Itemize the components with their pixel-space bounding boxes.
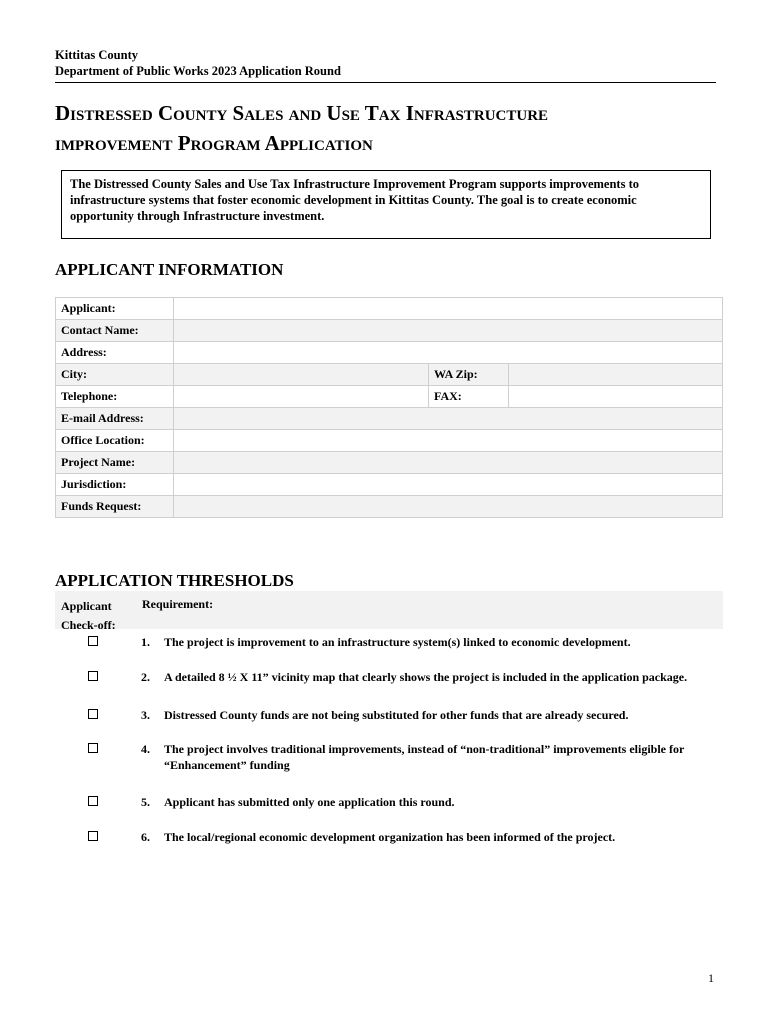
city-label: City: (56, 364, 174, 386)
office-location-row (56, 430, 723, 452)
applicant-row (56, 298, 723, 320)
title-line-2: improvement Program Application (55, 131, 373, 155)
requirement-text: A detailed 8 ½ X 11” vicinity map that clearly shows the project is included in the application package. (164, 670, 688, 684)
checkbox-requirement-3[interactable] (88, 709, 98, 719)
requirement-text: The local/regional economic development organization has been informed of the project. (164, 830, 616, 844)
requirement-number: 2. (141, 670, 150, 684)
checkbox-requirement-2[interactable] (88, 671, 98, 681)
county-name: Kittitas County (55, 48, 138, 62)
applicant-info-table (55, 297, 723, 518)
contact-name-field[interactable] (174, 320, 723, 342)
contact-name-row (56, 320, 723, 342)
project-name-row (56, 452, 723, 474)
header-rule (55, 82, 716, 83)
funds-request-field[interactable] (174, 496, 723, 518)
office-location-field[interactable] (174, 430, 723, 452)
city-field[interactable] (174, 364, 429, 386)
city-row (56, 364, 723, 386)
project-name-label: Project Name: (56, 452, 174, 474)
email-field[interactable] (174, 408, 723, 430)
requirement-column-header: Requirement: (142, 597, 214, 611)
requirement-text: Applicant has submitted only one application this round. (164, 795, 455, 809)
funds-request-label: Funds Request: (56, 496, 174, 518)
requirement-number: 1. (141, 635, 150, 649)
title-line-1: Distressed County Sales and Use Tax Infrastructure (55, 101, 549, 125)
requirement-number: 6. (141, 830, 150, 844)
checkbox-requirement-5[interactable] (88, 796, 98, 806)
requirement-text: Distressed County funds are not being substituted for other funds that are already secured. (164, 708, 629, 722)
thresholds-header-row (55, 591, 723, 632)
application-thresholds-heading: APPLICATION THRESHOLDS (55, 571, 294, 590)
checkbox-requirement-1[interactable] (88, 636, 98, 646)
department-round: Department of Public Works 2023 Application Round (55, 64, 341, 78)
address-label: Address: (56, 342, 174, 364)
program-intro-text: The Distressed County Sales and Use Tax Infrastructure Improvement Program supports improvements to infrastructure systems that foster economic development in Kittitas County. The goal is to create economic opportunity through Infrastructure investment. (70, 177, 639, 223)
checkbox-requirement-4[interactable] (88, 743, 98, 753)
jurisdiction-row (56, 474, 723, 496)
applicant-field[interactable] (174, 298, 723, 320)
address-row (56, 342, 723, 364)
checkoff-column-header: Applicant Check-off: (61, 599, 116, 632)
page-number: 1 (708, 971, 714, 985)
office-location-label: Office Location: (56, 430, 174, 452)
requirement-number: 3. (141, 708, 150, 722)
telephone-label: Telephone: (56, 386, 174, 408)
fax-field[interactable] (509, 386, 723, 408)
telephone-row (56, 386, 723, 408)
contact-name-label: Contact Name: (56, 320, 174, 342)
checkbox-requirement-6[interactable] (88, 831, 98, 841)
applicant-info-heading: APPLICANT INFORMATION (55, 260, 284, 279)
email-row (56, 408, 723, 430)
document-header (55, 47, 341, 79)
program-intro-box (61, 170, 711, 239)
requirement-number: 4. (141, 742, 150, 756)
requirement-text: The project involves traditional improvements, instead of “non-traditional” improvements eligible for “Enhancement” funding (164, 742, 685, 772)
project-name-field[interactable] (174, 452, 723, 474)
fax-label: FAX: (429, 386, 509, 408)
telephone-field[interactable] (174, 386, 429, 408)
address-field[interactable] (174, 342, 723, 364)
wa-zip-label: WA Zip: (429, 364, 509, 386)
jurisdiction-field[interactable] (174, 474, 723, 496)
funds-request-row (56, 496, 723, 518)
applicant-label: Applicant: (56, 298, 174, 320)
requirement-number: 5. (141, 795, 150, 809)
wa-zip-field[interactable] (509, 364, 723, 386)
document-title (55, 98, 735, 158)
jurisdiction-label: Jurisdiction: (56, 474, 174, 496)
requirement-text: The project is improvement to an infrastructure system(s) linked to economic development. (164, 635, 631, 649)
email-label: E-mail Address: (56, 408, 174, 430)
